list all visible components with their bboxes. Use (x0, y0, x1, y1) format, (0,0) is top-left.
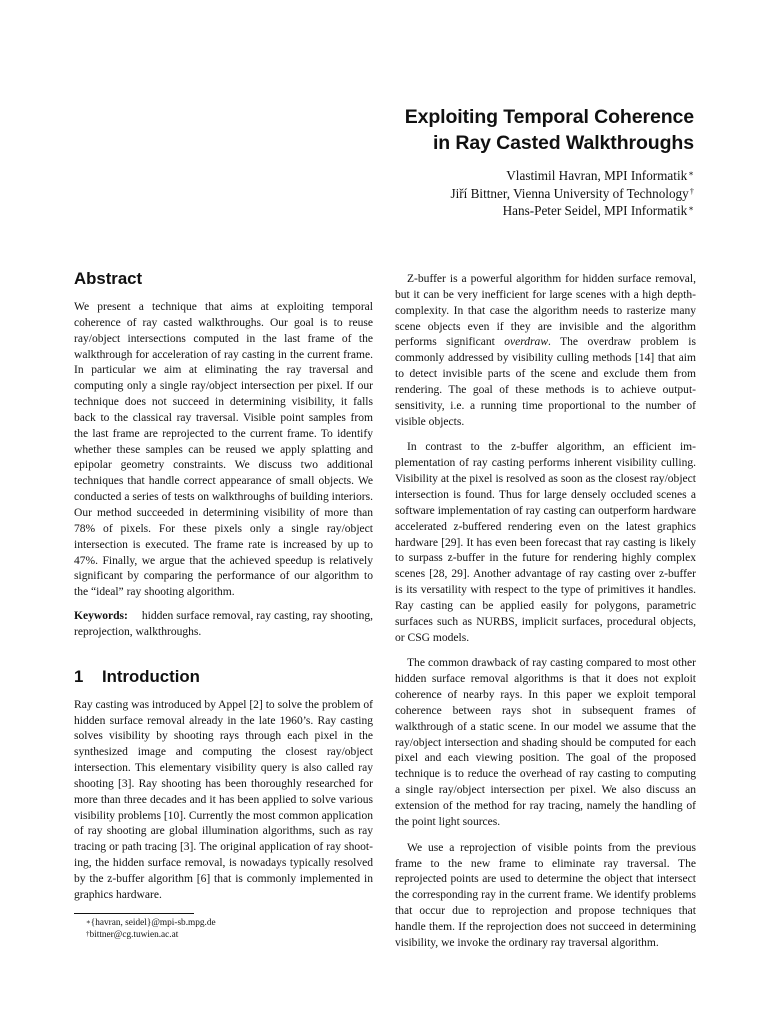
keywords-label: Keywords: (74, 610, 128, 623)
author-line (405, 202, 694, 220)
footnote (74, 917, 373, 930)
author-line (405, 185, 694, 203)
author-list (405, 167, 694, 220)
footnote-rule (74, 913, 194, 914)
section-heading-introduction (74, 666, 373, 688)
abstract-heading: Abstract (74, 269, 143, 288)
author-name: Jiří Bittner, Vienna University of Technology (450, 185, 689, 201)
right-column (395, 272, 696, 962)
emphasis-text: overdraw (504, 336, 549, 349)
title-block (405, 104, 694, 220)
left-column (74, 268, 373, 942)
section-title: Introduction (102, 666, 200, 686)
body-paragraph: We use a reprojection of visible points from the previous frame to the new frame to eliminate ray traversal. The reprojected points are used to determine the object that intersect the corresponding ray in the current frame. We identify problems that occur due to reprojection and propose techniques that handle them. If the reprojection does not succeed in determining visibility, we invoke the ordinary ray traversal algorithm. (395, 841, 696, 949)
keywords-text: hidden surface removal, ray casting, ray shooting, reprojection, walkthroughs. (74, 610, 373, 638)
footnote-mark: ∗ (688, 203, 694, 213)
footnote-mark: ∗ (86, 917, 91, 926)
body-paragraph: In contrast to the z-buffer algorithm, an efficient implementation of ray casting performs inherent visibility culling. Visibility at the pixel is resolved as soon as the closest ray/object intersection is found. Thus for large densely occluded scenes a software implementation of ray casting can outperform hardware accelerated z-buffered rendering even on the latest graphics hardware [29]. It has even been forecast that ray casting is likely to surpass z-buffer in the future for rendering highly complex scenes [28, 29]. Another advantage of ray casting over z-buffer is its versatility with respect to the type of primitives it handles. Ray casting can be applied easily for polygons, parametric surfaces such as NURBS, implicit surfaces, procedural objects, or CSG models. (395, 441, 696, 644)
paragraph-text: . The overdraw problem is commonly addressed by visibility culling methods [14] that aim to detect invisible parts of the scene and exclude them from rendering. The goal of these methods is to achieve output-sensitivity, i.e. a running time proportional to the number of visible objects. (395, 336, 696, 428)
footnote (74, 929, 373, 942)
section-number: 1 (74, 666, 84, 686)
abstract-body: We present a technique that aims at exploiting temporal coherence of ray casted walkthroughs. Our goal is to reuse ray/object intersections computed in the last frame of the walkthrough for acceleration of ray casting in the current frame. In particular we aim at eliminating the ray traversal and computing only a single ray/object intersection per pixel. If our technique does not succeed in determining visibility, it falls back to the classical ray traversal. Visible point samples from the last frame are reprojected to the current frame. To identify whether these samples can be reused we apply splatting and epipolar geometry constraints. We discuss two additional techniques that handle correct appearance of small objects. We conducted a series of tests on walkthroughs of building interiors. Our method succeeded in determining visibility of more than 78% of pixels. For these pixels only a single ray/object intersection is executed. The frame rate is increased by up to 47%. Finally, we argue that the achieved speedup is relatively significant by comparing the performance of our algorithm to the “ideal” ray shooting algorithm. (74, 301, 373, 599)
footnote-mark: † (689, 185, 694, 196)
author-name: Hans-Peter Seidel, MPI Informatik (502, 203, 688, 218)
body-paragraph: The common drawback of ray casting compared to most other hidden surface removal algorithms is that it does not exploit coherence of nearby rays. In this paper we exploit temporal coherence between rays shot in subsequent frames of walkthrough of a static scene. In our model we assume that the ray/object intersection and shading should be computed for each pixel and each viewing position. The goal of the proposed technique is to reduce the overhead of ray casting to computing a single ray/object intersection per pixel. We also discuss an extension of the method for ray tracing, namely the handling of the point light sources. (395, 657, 696, 828)
author-name: Vlastimil Havran, MPI Informatik (506, 168, 688, 183)
author-line (405, 167, 694, 185)
paragraph-text: Z-buffer is a powerful algorithm for hidden surface removal, but it can be very inefficient for large scenes with a high depth-complexity. In that case the algorithm needs to rasterize many scene objects even if they are invisible and the algorithm performs significant (395, 273, 696, 349)
paper-title (405, 104, 694, 156)
title-line-2: in Ray Casted Walkthroughs (432, 132, 694, 154)
body-paragraph (395, 272, 696, 430)
introduction-paragraph: Ray casting was introduced by Appel [2] to solve the problem of hidden surface removal already in the late 1960’s. Ray casting solves visibility by shooting rays through each pixel in the synthesized image and computing the closest ray/object intersection. This elementary visibility query is also called ray shooting [3]. Ray shooting has been thoroughly researched for more than three decades and it has been applied to solve various visibility problems [10]. Currently the most common application of ray shooting are global illumination algorithms, such as ray tracing or path tracing [3]. The original application of ray shooting, the hidden surface removal, is nowadays typically resolved by the z-buffer algorithm [6] that is commonly implemented in graphics hardware. (74, 698, 373, 901)
footnote-mark: ∗ (688, 168, 694, 178)
footnote-text: bittner@cg.tuwien.ac.at (89, 930, 179, 941)
footnote-mark: † (86, 930, 90, 939)
keywords (74, 609, 373, 641)
footnote-text: {havran, seidel}@mpi-sb.mpg.de (90, 917, 216, 928)
title-line-1: Exploiting Temporal Coherence (404, 106, 694, 128)
